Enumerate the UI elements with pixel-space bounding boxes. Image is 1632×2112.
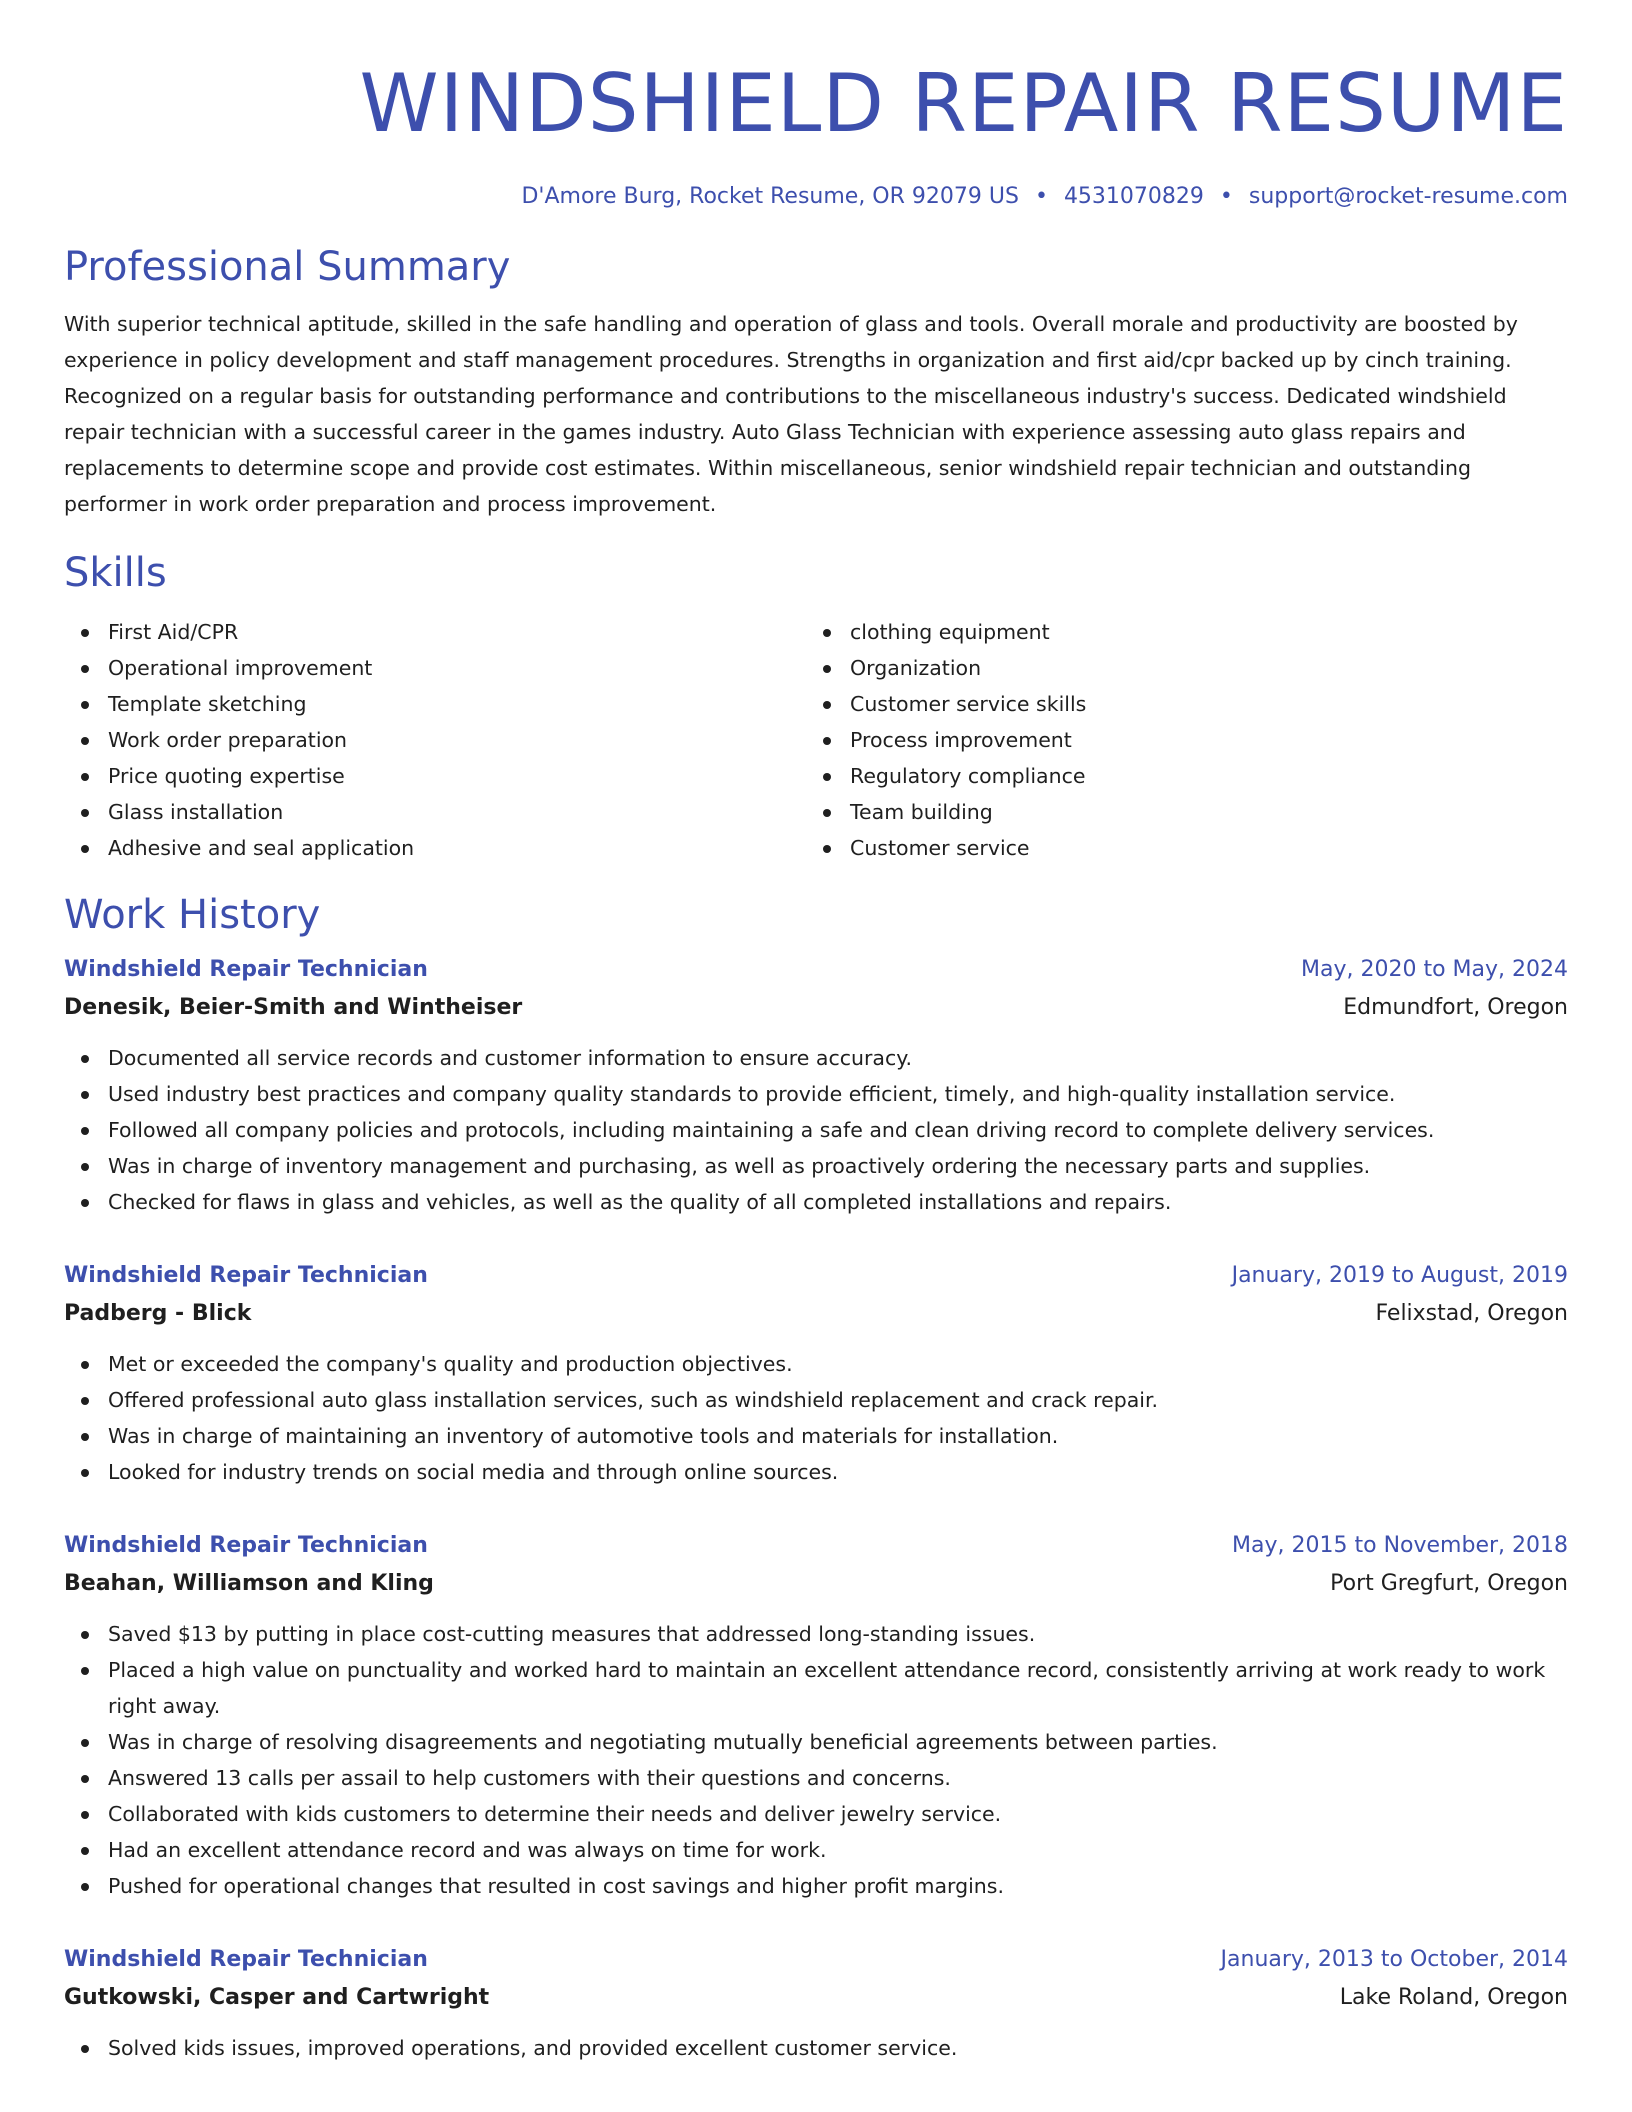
job-header-row — [64, 952, 1568, 988]
job-company: Padberg - Blick — [64, 1301, 252, 1326]
job-company: Denesik, Beier-Smith and Wintheiser — [64, 995, 523, 1020]
job-company: Beahan, Williamson and Kling — [64, 1571, 434, 1596]
job-bullet: Collaborated with kids customers to determine their needs and deliver jewelry service. — [64, 1796, 1568, 1832]
skill-item: Operational improvement — [64, 650, 806, 686]
job-company: Gutkowski, Casper and Cartwright — [64, 1985, 490, 2010]
job-bullet: Used industry best practices and company quality standards to provide efficient, timely, and high-quality installation service. — [64, 1076, 1568, 1112]
skill-item: Template sketching — [64, 686, 806, 722]
job-bullet: Placed a high value on punctuality and worked hard to maintain an excellent attendance record, consistently arriving at work ready to work right away. — [64, 1652, 1568, 1724]
resume-title: WINDSHIELD REPAIR RESUME — [359, 57, 1568, 150]
job-company-row — [64, 1978, 1568, 2018]
skill-item: Regulatory compliance — [806, 758, 1548, 794]
job-company-row — [64, 1564, 1568, 1604]
contact-address: D'Amore Burg, Rocket Resume, OR 92079 US — [521, 184, 1019, 209]
skill-item: Organization — [806, 650, 1548, 686]
skills-heading: Skills — [64, 550, 167, 596]
skill-item: Glass installation — [64, 794, 806, 830]
job-header-row — [64, 1258, 1568, 1294]
skills-column-right — [806, 614, 1548, 866]
resume-page — [64, 0, 1568, 2066]
job-bullet: Looked for industry trends on social media and through online sources. — [64, 1454, 1568, 1490]
summary-heading: Professional Summary — [64, 244, 511, 290]
skills-column-left — [64, 614, 806, 866]
skill-item: Price quoting expertise — [64, 758, 806, 794]
job-bullet: Solved kids issues, improved operations, and provided excellent customer service. — [64, 2030, 1568, 2066]
job-header-row — [64, 1528, 1568, 1564]
job-bullets — [64, 1040, 1568, 1220]
job-title: Windshield Repair Technician — [64, 1533, 428, 1558]
job-dates: May, 2015 to November, 2018 — [1232, 1533, 1568, 1558]
skill-item: Process improvement — [806, 722, 1548, 758]
job-company-row — [64, 1294, 1568, 1334]
contact-line — [64, 182, 1568, 212]
job-location: Port Gregfurt, Oregon — [1330, 1571, 1568, 1596]
contact-email[interactable]: support@rocket-resume.com — [1248, 184, 1568, 209]
job-title: Windshield Repair Technician — [64, 1263, 428, 1288]
job-entry — [64, 952, 1568, 1220]
job-dates: January, 2019 to August, 2019 — [1231, 1263, 1568, 1288]
job-bullets — [64, 1346, 1568, 1490]
job-location: Edmundfort, Oregon — [1343, 995, 1568, 1020]
skill-item: clothing equipment — [806, 614, 1548, 650]
summary-text: With superior technical aptitude, skilled in the safe handling and operation of glass and tools. Overall morale and productivity are boosted by experience in policy development and staff management procedures. Strengths in organization and first aid/cpr backed up by cinch training. Recognized on a regular basis for outstanding performance and contributions to the miscellaneous industry's success. Dedicated windshield repair technician with a successful career in the games industry. Auto Glass Technician with experience assessing auto glass repairs and replacements to determine scope and provide cost estimates. Within miscellaneous, senior windshield repair technician and outstanding performer in work order preparation and process improvement. — [64, 312, 1518, 516]
skill-item: First Aid/CPR — [64, 614, 806, 650]
job-company-row — [64, 988, 1568, 1028]
skill-item: Work order preparation — [64, 722, 806, 758]
contact-separator: • — [1034, 184, 1048, 209]
work-history-heading: Work History — [64, 892, 321, 938]
job-title: Windshield Repair Technician — [64, 957, 428, 982]
contact-phone: 4531070829 — [1063, 184, 1204, 209]
job-entry — [64, 1258, 1568, 1490]
job-bullet: Pushed for operational changes that resulted in cost savings and higher profit margins. — [64, 1868, 1568, 1904]
job-bullet: Had an excellent attendance record and was always on time for work. — [64, 1832, 1568, 1868]
skill-item: Customer service — [806, 830, 1548, 866]
job-entry — [64, 1528, 1568, 1904]
job-bullet: Followed all company policies and protocols, including maintaining a safe and clean driving record to complete delivery services. — [64, 1112, 1568, 1148]
job-bullet: Was in charge of maintaining an inventory of automotive tools and materials for installation. — [64, 1418, 1568, 1454]
skill-item: Customer service skills — [806, 686, 1548, 722]
job-bullet: Checked for flaws in glass and vehicles, as well as the quality of all completed installations and repairs. — [64, 1184, 1568, 1220]
job-entry — [64, 1942, 1568, 2066]
job-bullets — [64, 2030, 1568, 2066]
job-location: Lake Roland, Oregon — [1339, 1985, 1568, 2010]
job-bullet: Saved $13 by putting in place cost-cutting measures that addressed long-standing issues. — [64, 1616, 1568, 1652]
job-dates: January, 2013 to October, 2014 — [1220, 1947, 1568, 1972]
job-bullet: Answered 13 calls per assail to help customers with their questions and concerns. — [64, 1760, 1568, 1796]
contact-separator: • — [1219, 184, 1233, 209]
job-title: Windshield Repair Technician — [64, 1947, 428, 1972]
job-bullet: Met or exceeded the company's quality and production objectives. — [64, 1346, 1568, 1382]
job-bullet: Was in charge of inventory management and purchasing, as well as proactively ordering the necessary parts and supplies. — [64, 1148, 1568, 1184]
skill-item: Team building — [806, 794, 1548, 830]
skills-list — [64, 614, 1568, 866]
job-header-row — [64, 1942, 1568, 1978]
job-dates: May, 2020 to May, 2024 — [1301, 957, 1568, 982]
skill-item: Adhesive and seal application — [64, 830, 806, 866]
job-bullet: Was in charge of resolving disagreements and negotiating mutually beneficial agreements between parties. — [64, 1724, 1568, 1760]
job-bullets — [64, 1616, 1568, 1904]
job-location: Felixstad, Oregon — [1375, 1301, 1568, 1326]
job-bullet: Offered professional auto glass installation services, such as windshield replacement and crack repair. — [64, 1382, 1568, 1418]
job-bullet: Documented all service records and customer information to ensure accuracy. — [64, 1040, 1568, 1076]
